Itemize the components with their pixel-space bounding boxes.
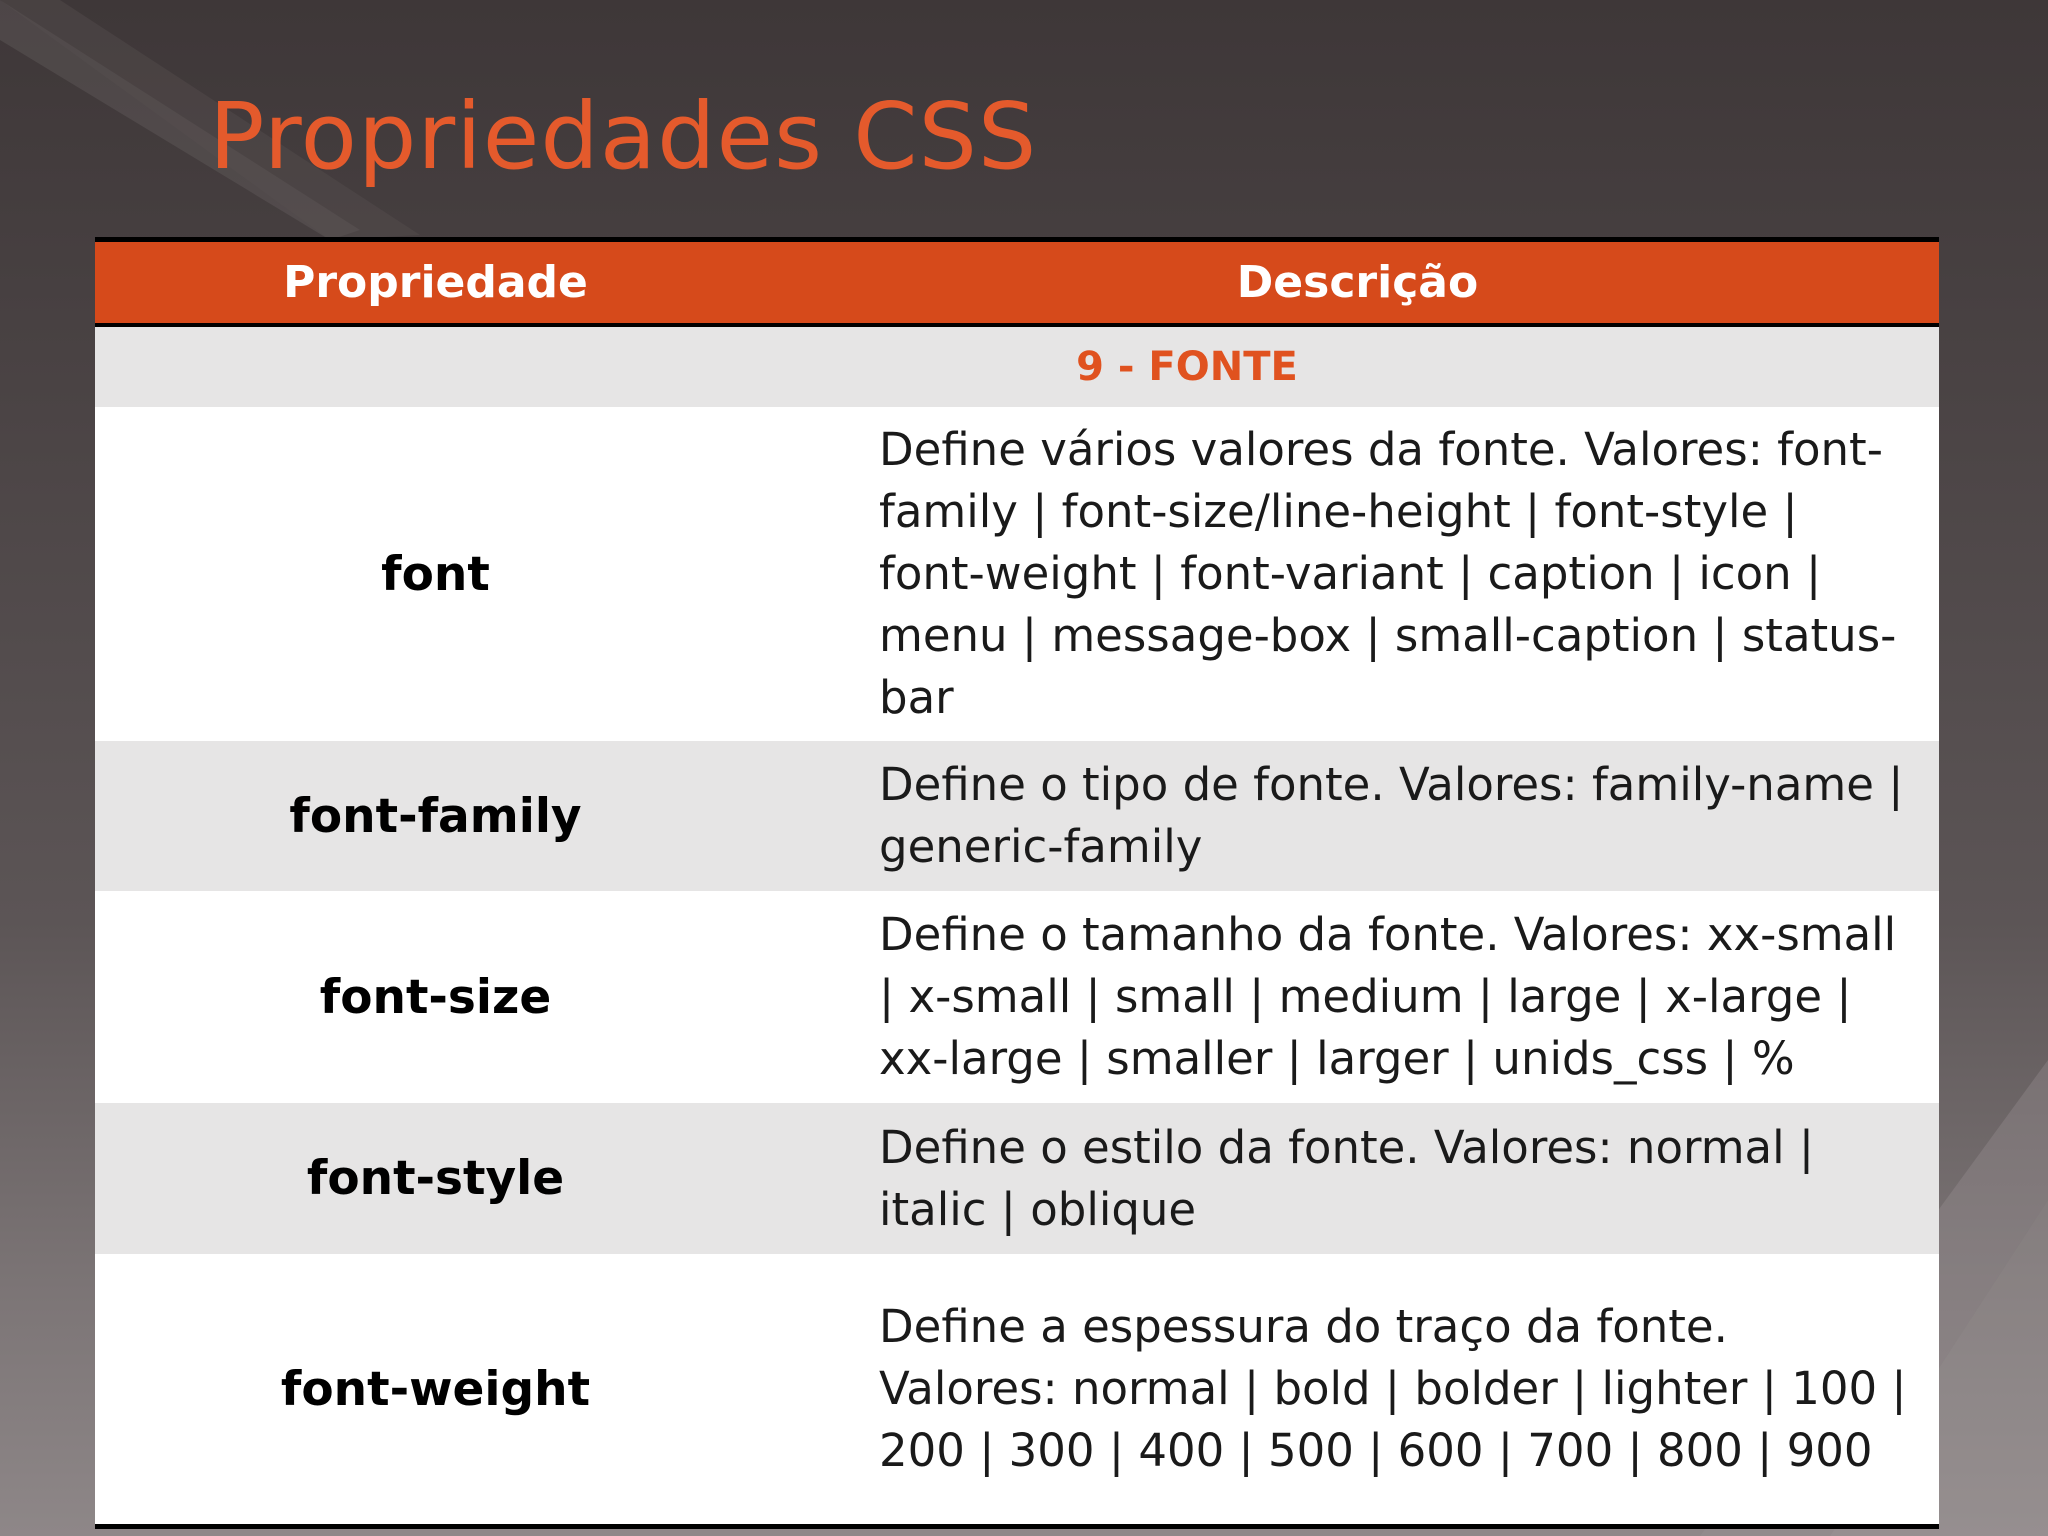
header-description: Descrição (776, 240, 1939, 326)
property-description: Define vários valores da fonte. Valores: font-family | font-size/line-height | font-style | font-weight | font-variant | caption | icon | menu | message-box | small-caption | status-bar (776, 407, 1939, 741)
property-name: font-size (95, 891, 776, 1103)
section-row (95, 325, 1939, 407)
table-header-row (95, 240, 1939, 326)
property-description: Define o tamanho da fonte. Valores: xx-small | x-small | small | medium | large | x-large | xx-large | smaller | larger | unids_css | % (776, 891, 1939, 1103)
property-name: font-style (95, 1103, 776, 1254)
table-row (95, 891, 1939, 1103)
css-properties-table (95, 237, 1939, 1529)
table-row (95, 407, 1939, 741)
table-row (95, 1103, 1939, 1254)
property-name: font-family (95, 741, 776, 891)
property-name: font-weight (95, 1254, 776, 1527)
slide-title: Propriedades CSS (209, 83, 1038, 190)
section-title: 9 - FONTE (95, 325, 1939, 407)
property-description: Define a espessura do traço da fonte. Valores: normal | bold | bolder | lighter | 100 | 200 | 300 | 400 | 500 | 600 | 700 | 800 | 900 (776, 1254, 1939, 1527)
property-description: Define o tipo de fonte. Valores: family-name | generic-family (776, 741, 1939, 891)
table-row (95, 741, 1939, 891)
table-row (95, 1254, 1939, 1527)
property-name: font (95, 407, 776, 741)
header-property: Propriedade (95, 240, 776, 326)
property-description: Define o estilo da fonte. Valores: normal | italic | oblique (776, 1103, 1939, 1254)
